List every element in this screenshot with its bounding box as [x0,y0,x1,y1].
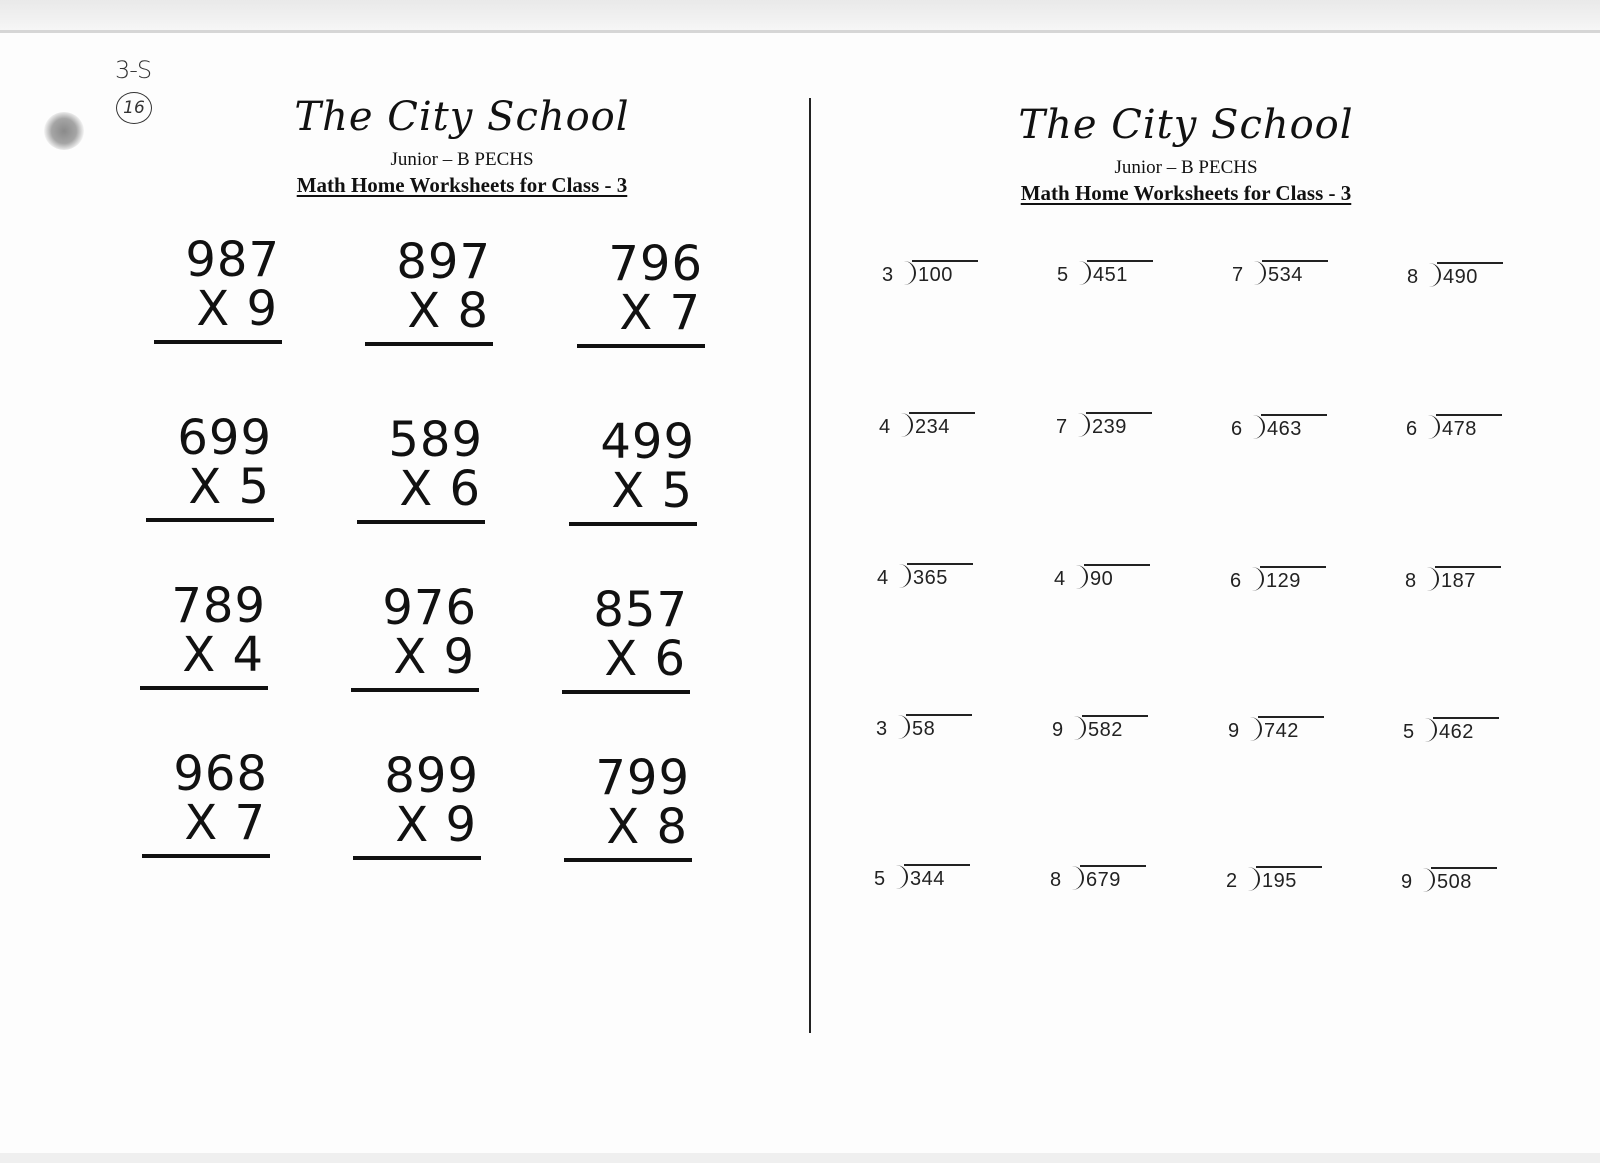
multiplicand: 976 [382,580,477,636]
multiplicand: 897 [396,234,491,290]
multiplicand: 987 [185,232,280,288]
division-problem [1057,258,1167,288]
dividend: 129 [1266,570,1301,592]
school-name: The City School [1018,102,1354,148]
division-bracket [1425,718,1437,742]
dividend: 195 [1262,870,1297,892]
dividend: 582 [1088,719,1123,741]
dividend: 490 [1443,266,1478,288]
division-bracket [1248,867,1260,891]
divisor: 7 [1232,264,1244,286]
division-problem [1226,864,1336,894]
division-bar [1258,716,1324,718]
right-page-header [926,102,1446,206]
division-problem [882,258,992,288]
division-bracket [898,715,910,739]
division-bar [904,864,970,866]
division-bracket [1428,415,1440,439]
division-bar [1084,564,1150,566]
divisor: 3 [882,264,894,286]
page-divider [809,98,811,1033]
division-bracket [899,564,911,588]
multiplier: X 5 [188,459,270,515]
multiplication-problem [154,232,286,344]
division-bracket [904,261,916,285]
scan-top-band [0,0,1600,32]
division-bar [909,412,975,414]
multiplier: X 7 [619,285,701,341]
division-bracket [1253,415,1265,439]
divisor: 9 [1401,871,1413,893]
division-bracket [901,413,913,437]
division-bar [1260,566,1326,568]
answer-line [564,858,692,862]
multiplicand: 857 [593,582,688,638]
worksheet-title: Math Home Worksheets for Class - 3 [1020,181,1352,205]
division-bar [1437,262,1503,264]
division-bracket [1423,868,1435,892]
answer-line [365,342,493,346]
multiplier: X 9 [393,629,475,685]
multiplier: X 4 [182,627,264,683]
division-problem [1232,258,1342,288]
multiplication-problem [365,234,497,346]
division-problem [1406,412,1516,442]
answer-line [357,520,485,524]
division-problem [876,712,986,742]
multiplicand: 968 [173,746,268,802]
multiplication-problem [142,746,274,858]
division-problem [1054,562,1164,592]
multiplication-problem [564,750,696,862]
divisor: 6 [1406,418,1418,440]
answer-line [577,344,705,348]
division-problem [1401,865,1511,895]
multiplication-problem [140,578,272,690]
division-problem [1050,863,1160,893]
division-bar [906,714,972,716]
multiplicand: 589 [388,412,483,468]
answer-line [140,686,268,690]
division-bar [907,563,973,565]
division-bracket [1074,716,1086,740]
answer-line [569,522,697,526]
division-problem [1405,564,1515,594]
dividend: 508 [1437,871,1472,893]
division-problem [1052,713,1162,743]
division-bracket [896,865,908,889]
answer-line [353,856,481,860]
multiplicand: 899 [384,748,479,804]
division-problem [879,410,989,440]
dividend: 234 [915,416,950,438]
divisor: 8 [1405,570,1417,592]
worksheet-title: Math Home Worksheets for Class - 3 [296,173,628,197]
divisor: 5 [1057,264,1069,286]
dividend: 100 [918,264,953,286]
divisor: 9 [1052,719,1064,741]
answer-line [146,518,274,522]
division-problem [1230,564,1340,594]
division-bracket [1252,567,1264,591]
dividend: 451 [1093,264,1128,286]
multiplication-problem [562,582,694,694]
multiplication-problem [146,410,278,522]
branch-name: Junior – B PECHS [1114,157,1258,178]
division-problem [874,862,984,892]
multiplier: X 9 [196,281,278,337]
multiplicand: 796 [608,236,703,292]
division-bar [1080,865,1146,867]
divisor: 4 [1054,568,1066,590]
divisor: 2 [1226,870,1238,892]
answer-line [351,688,479,692]
multiplication-problem [351,580,483,692]
division-bar [1435,566,1501,568]
multiplicand: 499 [600,414,695,470]
divisor: 9 [1228,720,1240,742]
dividend: 462 [1439,721,1474,743]
handwritten-class-label: 3-S [115,56,152,84]
division-bar [1082,715,1148,717]
scan-top-edge [0,30,1600,33]
multiplicand: 699 [177,410,272,466]
divisor: 6 [1230,570,1242,592]
multiplier: X 9 [395,797,477,853]
division-problem [1403,715,1513,745]
answer-line [154,340,282,344]
multiplier: X 8 [606,799,688,855]
dividend: 187 [1441,570,1476,592]
division-problem [1056,410,1166,440]
division-bar [1086,412,1152,414]
ink-smudge [44,112,84,150]
multiplication-problem [577,236,709,348]
divisor: 6 [1231,418,1243,440]
division-problem [1407,260,1517,290]
division-bracket [1429,263,1441,287]
divisor: 4 [877,567,889,589]
multiplication-problem [357,412,489,524]
division-problem [1228,714,1338,744]
multiplication-problem [569,414,701,526]
school-name: The City School [294,94,630,140]
dividend: 742 [1264,720,1299,742]
division-bar [1261,414,1327,416]
scan-bottom-band [0,1153,1600,1163]
dividend: 679 [1086,869,1121,891]
branch-name: Junior – B PECHS [390,149,534,170]
multiplicand: 789 [171,578,266,634]
divisor: 8 [1050,869,1062,891]
division-bracket [1076,565,1088,589]
divisor: 7 [1056,416,1068,438]
multiplier: X 6 [604,631,686,687]
divisor: 5 [874,868,886,890]
multiplier: X 8 [407,283,489,339]
division-bar [912,260,978,262]
dividend: 365 [913,567,948,589]
division-bracket [1078,413,1090,437]
dividend: 344 [910,868,945,890]
dividend: 463 [1267,418,1302,440]
division-bar [1256,866,1322,868]
division-problem [877,561,987,591]
multiplier: X 5 [611,463,693,519]
multiplier: X 6 [399,461,481,517]
answer-line [142,854,270,858]
divisor: 8 [1407,266,1419,288]
divisor: 4 [879,416,891,438]
dividend: 478 [1442,418,1477,440]
handwritten-score-circle: 16 [116,92,152,124]
divisor: 5 [1403,721,1415,743]
left-page-header [202,94,722,198]
division-bar [1433,717,1499,719]
divisor: 3 [876,718,888,740]
division-bar [1087,260,1153,262]
multiplication-problem [353,748,485,860]
division-bracket [1250,717,1262,741]
division-problem [1231,412,1341,442]
multiplicand: 799 [595,750,690,806]
dividend: 58 [912,718,936,740]
dividend: 239 [1092,416,1127,438]
division-bar [1431,867,1497,869]
division-bracket [1254,261,1266,285]
answer-line [562,690,690,694]
division-bar [1262,260,1328,262]
division-bracket [1072,866,1084,890]
division-bracket [1079,261,1091,285]
dividend: 534 [1268,264,1303,286]
multiplier: X 7 [184,795,266,851]
division-bracket [1427,567,1439,591]
division-bar [1436,414,1502,416]
dividend: 90 [1090,568,1114,590]
